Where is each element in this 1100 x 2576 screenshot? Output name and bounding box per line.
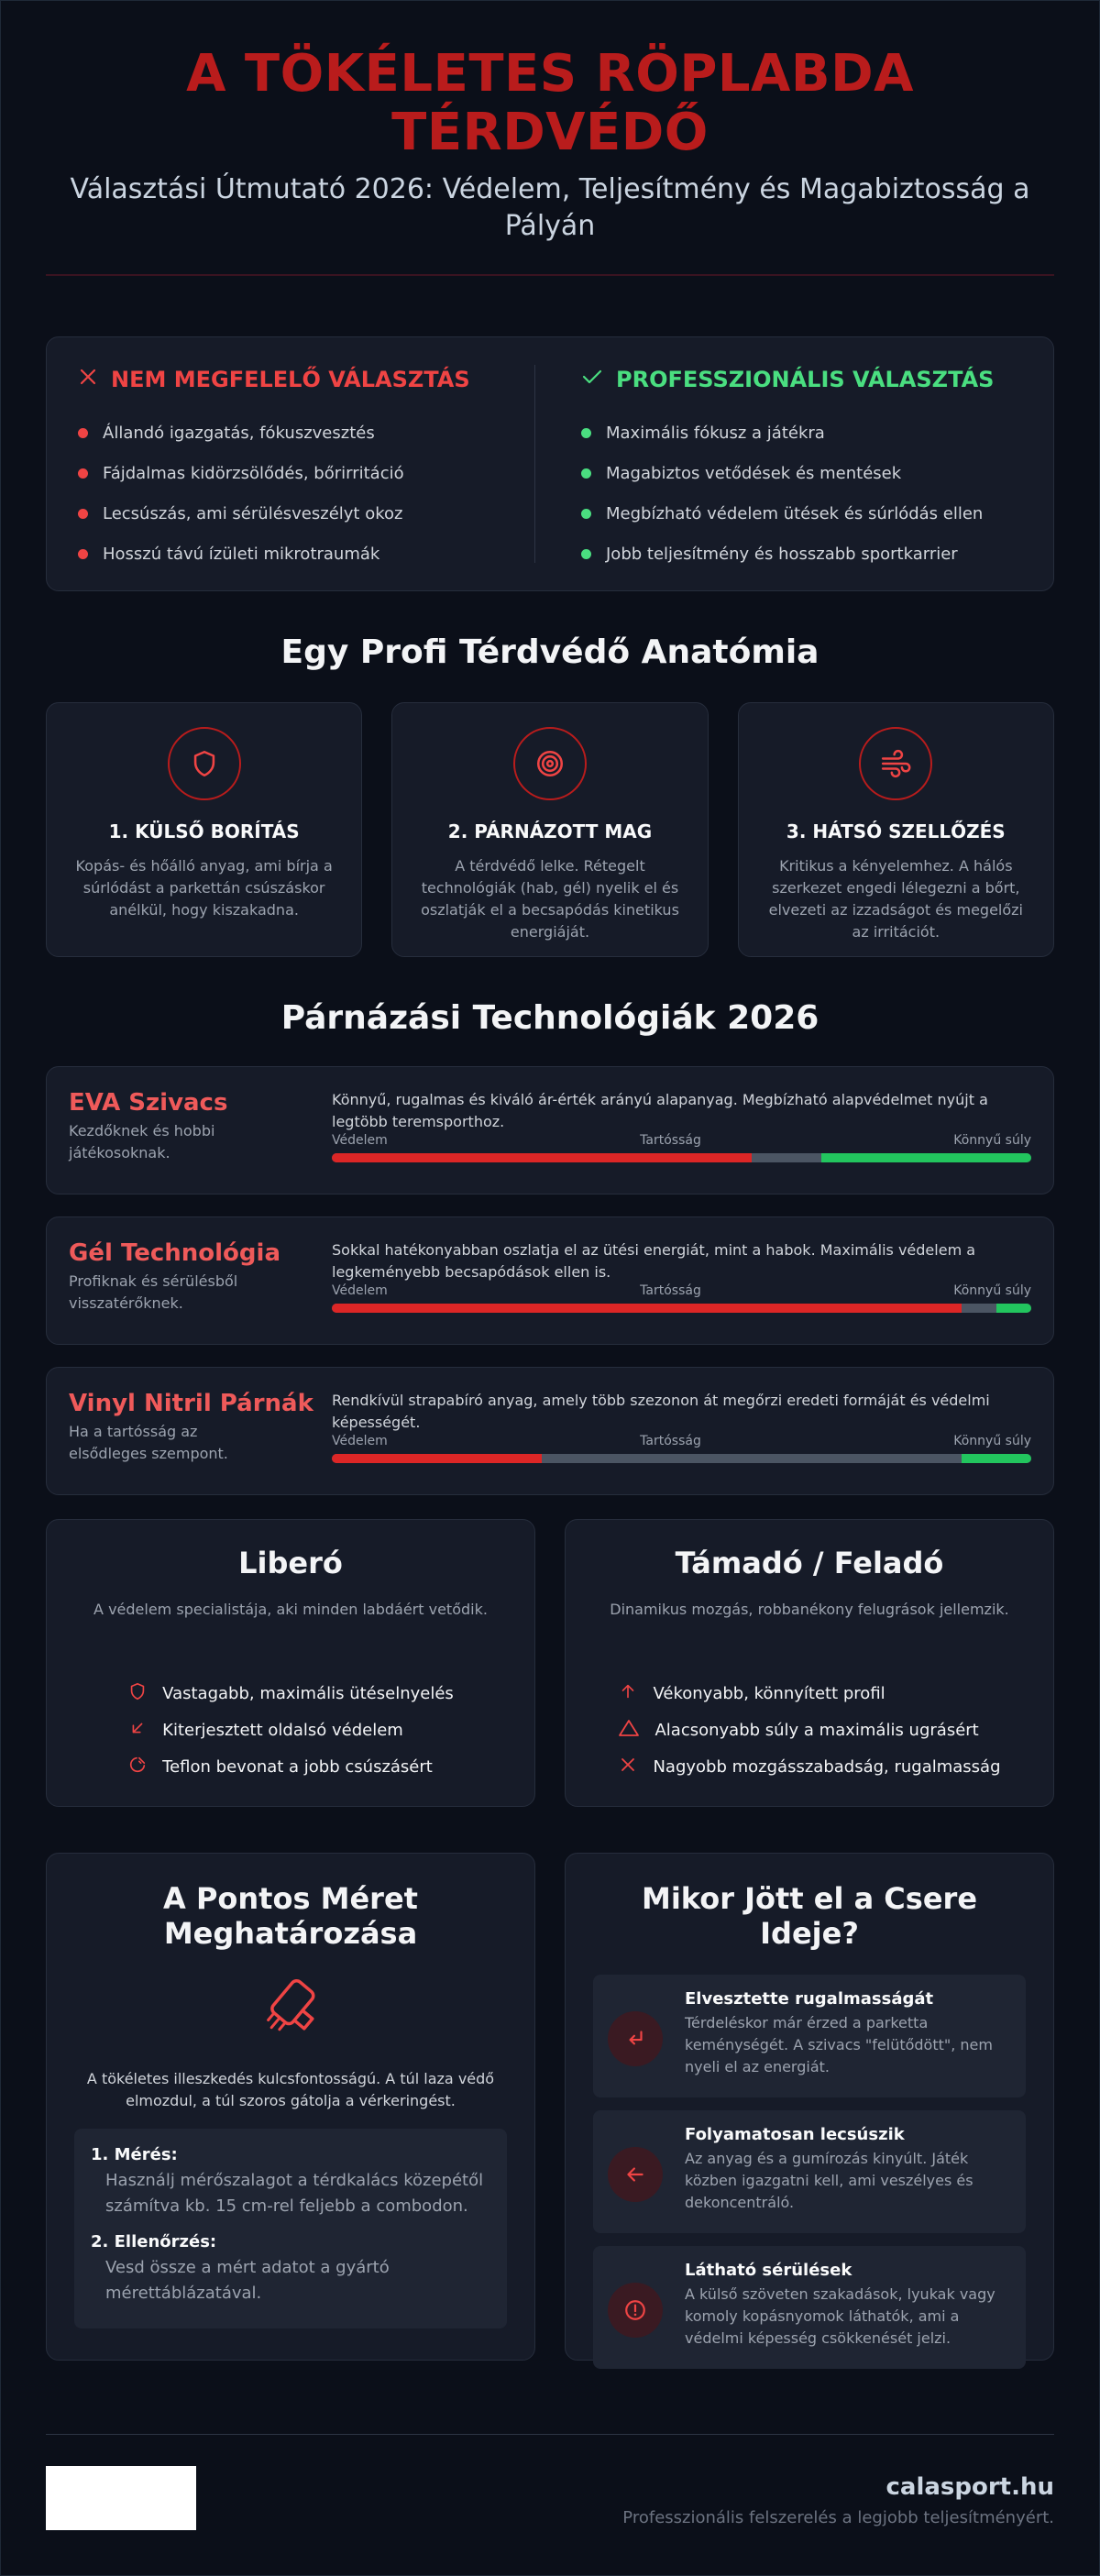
list-item [618, 1675, 1000, 1712]
size-title: A Pontos Méret Meghatározása [163, 1881, 418, 1951]
bad-choice-list [78, 413, 519, 574]
tech-desc: Sokkal hatékonyabban oszlatja el az ütési energiát, mint a habok. Maximális védelem a legkeményebb becsapódások ellen is. [332, 1241, 976, 1281]
replacement-text [685, 2261, 1011, 2354]
tech-desc: Rendkívül strapabíró anyag, amely több szezonon át megőrzi eredeti formáját és védelmi képességét. [332, 1392, 990, 1431]
tech-scale-labels [332, 1133, 1031, 1148]
anatomy-title: Egy Profi Térdvédő Anatómia [280, 633, 820, 671]
footer-right [622, 2466, 1054, 2530]
list-item-text: Jobb teljesítmény és hosszabb sportkarrier [606, 544, 958, 564]
step-text: Vesd össze a mért adatot a gyártó mérettáblázatával. [105, 2258, 390, 2303]
list-item [618, 1748, 1000, 1785]
step-title: 2. Ellenőrzés: [91, 2232, 217, 2251]
tech-card-left [69, 1089, 332, 1194]
scale-label-lightness: Könnyű súly [953, 1434, 1031, 1448]
tech-scale-labels [332, 1283, 1031, 1298]
bar-durability [962, 1304, 996, 1313]
role-title: Liberó [238, 1546, 343, 1580]
tech-card-right [332, 1390, 1031, 1494]
slide-icon [127, 1755, 148, 1779]
list-item-text: Magabiztos vetődések és mentések [606, 463, 902, 483]
replacement-text [685, 2125, 1011, 2218]
bullet-dot [581, 428, 591, 438]
hero [46, 1, 1054, 276]
anatomy-card-text: Kopás- és hőálló anyag, ami bírja a súrlódást a parkettán csúszáskor anélkül, hogy kiszakadna. [75, 857, 333, 919]
footer-divider [46, 2434, 1054, 2435]
role-feature-list [618, 1675, 1000, 1785]
triangle-icon [618, 1718, 640, 1743]
shield-icon [168, 727, 241, 800]
replacement-text [685, 1989, 1011, 2083]
anatomy-card-text: A térdvédő lelke. Rétegelt technológiák (hab, gél) nyelik el és oszlatják el a becsapódás kinetikus energiáját. [421, 857, 679, 941]
logo-placeholder [46, 2466, 196, 2530]
list-item [78, 453, 519, 493]
arrow-left-icon [608, 2147, 663, 2202]
bar-protection [332, 1454, 542, 1463]
bullet-dot [581, 549, 591, 559]
tech-card-eva [46, 1066, 1054, 1194]
bar-protection [332, 1304, 962, 1313]
tech-audience: Ha a tartósság az elsődleges szempont. [69, 1423, 228, 1462]
site-name[interactable]: calasport.hu [886, 2473, 1054, 2501]
anatomy-card-padded-core [391, 702, 708, 957]
tech-name: EVA Szivacs [69, 1089, 228, 1117]
tech-name: Gél Technológia [69, 1239, 280, 1267]
replacement-item [593, 1975, 1026, 2097]
list-item-text: Kiterjesztett oldalsó védelem [162, 1720, 403, 1740]
role-card-attacker-setter [565, 1519, 1054, 1807]
tech-card-left [69, 1239, 332, 1344]
list-item-text: Vastagabb, maximális ütéselnyelés [162, 1683, 454, 1703]
anatomy-card-text: Kritikus a kényelemhez. A hálós szerkezet engedi lélegezni a bőrt, elvezeti az izzadságot és megelőzi az irritációt. [768, 857, 1023, 941]
tech-section [46, 1066, 1054, 1495]
role-subtitle: A védelem specialistája, aki minden labdáért vetődik. [94, 1601, 488, 1618]
role-feature-list [127, 1675, 454, 1785]
list-item [127, 1712, 454, 1748]
tech-card-left [69, 1390, 332, 1494]
replacement-item-title: Elvesztette rugalmasságát [685, 1989, 934, 2009]
tape-measure-icon [74, 1971, 507, 2048]
scale-label-protection: Védelem [332, 1133, 388, 1148]
list-item [581, 453, 1022, 493]
list-item [78, 534, 519, 574]
scale-label-lightness: Könnyű súly [953, 1283, 1031, 1298]
return-icon [608, 2011, 663, 2066]
bottom-section [46, 1853, 1054, 2361]
tech-name: Vinyl Nitril Párnák [69, 1390, 314, 1417]
good-choice-title: PROFESSZIONÁLIS VÁLASZTÁS [616, 367, 995, 392]
bad-choice-column [47, 337, 550, 590]
anatomy-card-back-ventilation [738, 702, 1054, 957]
bar-lightness [996, 1304, 1031, 1313]
bar-lightness [821, 1153, 1031, 1162]
bar-protection [332, 1153, 752, 1162]
page-title: A TÖKÉLETES RÖPLABDA TÉRDVÉDŐ [186, 44, 914, 162]
bullet-dot [581, 468, 591, 479]
scale-label-protection: Védelem [332, 1434, 388, 1448]
good-choice-list [581, 413, 1022, 574]
x-icon [78, 367, 98, 392]
list-item-text: Nagyobb mozgásszabadság, rugalmasság [653, 1756, 1001, 1777]
list-item-text: Vékonyabb, könnyített profil [653, 1683, 886, 1703]
column-divider [534, 365, 535, 563]
bullet-dot [78, 428, 88, 438]
list-item [78, 493, 519, 534]
list-item [618, 1712, 1000, 1748]
replacement-item-title: Látható sérülések [685, 2261, 852, 2280]
size-steps [74, 2129, 507, 2328]
bullet-dot [581, 509, 591, 519]
replacement-item [593, 2246, 1026, 2369]
replacement-item-text: Térdeléskor már érzed a parketta keménységét. A szivacs "felütődött", nem nyeli el az energiát. [685, 2014, 993, 2075]
tech-audience: Profiknak és sérülésből visszatérőknek. [69, 1272, 238, 1312]
size-card [46, 1853, 535, 2361]
tech-card-vinyl-nitrile [46, 1367, 1054, 1495]
anatomy-card-title: 3. HÁTSÓ SZELLŐZÉS [786, 820, 1006, 842]
bullet-dot [78, 549, 88, 559]
anatomy-section [46, 702, 1054, 957]
bad-choice-title: NEM MEGFELELŐ VÁLASZTÁS [111, 367, 470, 392]
footer [46, 2466, 1054, 2530]
replacement-item-text: Az anyag és a gumírozás kinyúlt. Játék közben igazgatni kell, ami veszélyes és dekoncentráló. [685, 2150, 974, 2211]
list-item-text: Lecsúszás, ami sérülésveszélyt okoz [103, 503, 403, 523]
shield-icon [127, 1681, 148, 1706]
anatomy-card-title: 1. KÜLSŐ BORÍTÁS [108, 820, 300, 842]
replacement-list [593, 1975, 1026, 2369]
scale-label-durability: Tartósság [640, 1434, 701, 1448]
list-item-text: Maximális fókusz a játékra [606, 423, 825, 443]
tech-rating-bar [332, 1454, 1031, 1463]
step-text: Használj mérőszalagot a térdkalács közepétől számítva kb. 15 cm-rel feljebb a combodon. [105, 2171, 484, 2216]
role-card-libero [46, 1519, 535, 1807]
scale-label-lightness: Könnyű súly [953, 1133, 1031, 1148]
step-title: 1. Mérés: [91, 2145, 178, 2164]
tech-audience: Kezdőknek és hobbi játékosoknak. [69, 1122, 215, 1161]
x-icon [618, 1755, 638, 1779]
bar-lightness [962, 1454, 1031, 1463]
list-item [581, 413, 1022, 453]
tech-card-right [332, 1239, 1031, 1344]
role-title: Támadó / Feladó [675, 1546, 944, 1580]
replacement-item-text: A külső szöveten szakadások, lyukak vagy komoly kopásnyomok láthatók, ami a védelmi képesség csökkenését jelzi. [685, 2285, 996, 2347]
role-subtitle: Dinamikus mozgás, robbanékony felugrások jellemzik. [610, 1601, 1009, 1618]
tech-card-right [332, 1089, 1031, 1194]
check-icon [581, 367, 603, 392]
size-description: A tökéletes illeszkedés kulcsfontosságú. A túl laza védő elmozdul, a túl szoros gátolja a vérkeringést. [86, 2070, 495, 2109]
scale-label-durability: Tartósság [640, 1283, 701, 1298]
divider [46, 274, 1054, 276]
list-item [78, 413, 519, 453]
tech-title: Párnázási Technológiák 2026 [280, 999, 820, 1037]
replacement-title: Mikor Jött el a Csere Ideje? [641, 1881, 978, 1951]
list-item [581, 493, 1022, 534]
list-item-text: Állandó igazgatás, fókuszvesztés [103, 423, 375, 443]
tech-desc: Könnyű, rugalmas és kiváló ár-érték arányú alapanyag. Megbízható alapvédelmet nyújt a legtöbb teremsporthoz. [332, 1091, 988, 1130]
list-item-text: Hosszú távú ízületi mikrotraumák [103, 544, 380, 564]
tech-scale-labels [332, 1434, 1031, 1448]
tech-rating-bar [332, 1153, 1031, 1162]
arrow-down-left-icon [127, 1718, 148, 1743]
bullet-dot [78, 509, 88, 519]
list-item [127, 1748, 454, 1785]
list-item [127, 1675, 454, 1712]
tech-card-gel [46, 1216, 1054, 1345]
good-choice-heading [581, 367, 1022, 392]
anatomy-card-outer-shell [46, 702, 362, 957]
arrow-up-icon [618, 1681, 638, 1706]
list-item-text: Teflon bevonat a jobb csúszásért [162, 1756, 433, 1777]
list-item-text: Alacsonyabb súly a maximális ugrásért [654, 1720, 979, 1740]
bullet-dot [78, 468, 88, 479]
list-item-text: Megbízható védelem ütések és súrlódás ellen [606, 503, 984, 523]
replacement-card [565, 1853, 1054, 2361]
replacement-item-title: Folyamatosan lecsúszik [685, 2125, 905, 2144]
target-icon [513, 727, 587, 800]
scale-label-protection: Védelem [332, 1283, 388, 1298]
roles-section [46, 1519, 1054, 1807]
scale-label-durability: Tartósság [640, 1133, 701, 1148]
anatomy-card-title: 2. PÁRNÁZOTT MAG [447, 820, 653, 842]
replacement-item [593, 2110, 1026, 2233]
bar-durability [752, 1153, 821, 1162]
list-item-text: Fájdalmas kidörzsölődés, bőrirritáció [103, 463, 404, 483]
wind-icon [859, 727, 932, 800]
page-subtitle: Választási Útmutató 2026: Védelem, Teljesítmény és Magabiztosság a Pályán [70, 173, 1030, 242]
comparison-panel [46, 336, 1054, 591]
bar-durability [542, 1454, 962, 1463]
alert-icon [608, 2283, 663, 2338]
tech-rating-bar [332, 1304, 1031, 1313]
footer-tagline: Professzionális felszerelés a legjobb teljesítményért. [622, 2508, 1054, 2527]
bad-choice-heading [78, 367, 519, 392]
list-item [581, 534, 1022, 574]
good-choice-column [550, 337, 1053, 590]
